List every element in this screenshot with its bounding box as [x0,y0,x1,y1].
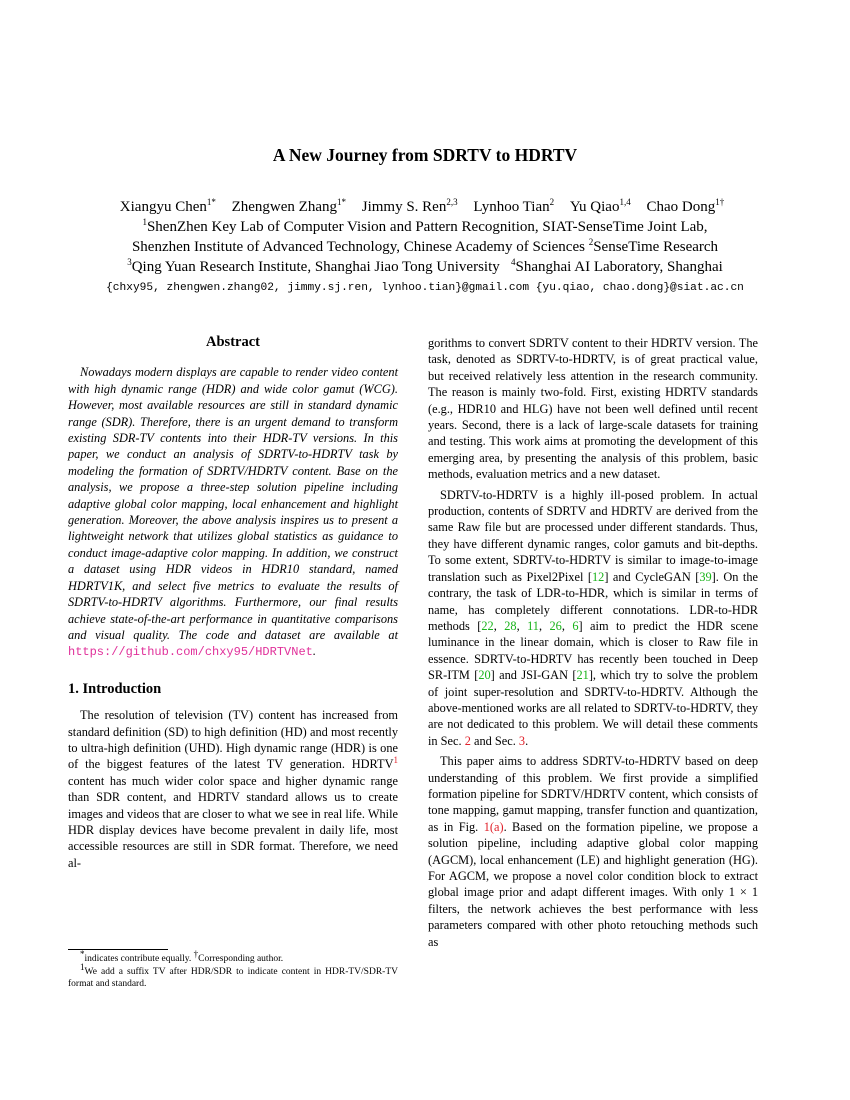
left-column [68,334,398,871]
affiliation-line: $^1$ShenZhen Key Lab of Computer Vision and Pattern Recognition, SIAT-SenseTime Joint Lab, [142,217,708,235]
citation-link[interactable]: 6 [572,618,579,633]
section-heading: 1. Introduction [68,680,162,697]
author-list [0,197,850,217]
body-paragraph: gorithms to convert SDRTV content to their HDRTV version. The task, denoted as SDRTV-to-HDRTV, is of great practical value, but received relatively less attention in the research community. The reason is mainly two-fold. First, existing HDRTV standards (e.g., HDR10 and HLG) have not been well defined until recent years. Second, there is a lack of large-scale datasets for training and testing. This work aims at promoting the development of this emerging area, by presenting the analysis of this problem, basic methods, evaluation metrics and a new dataset. [428,336,758,482]
affiliation-line: $^3$Qing Yuan Research Institute, Shanghai Jiao Tong University $^4$Shanghai AI Laboratory, Shanghai [127,257,723,275]
citation-link[interactable]: 11 [527,618,539,633]
citation-link[interactable]: 12 [591,569,605,584]
citation-link[interactable]: 21 [576,668,589,683]
author: Yu Qiao$^{1,4}$ [569,197,631,215]
citation-link[interactable]: 28 [504,618,517,633]
abstract-heading: Abstract [206,334,260,350]
right-column [428,335,758,950]
footnote: $^1$We add a suffix TV after HDR/SDR to indicate content in HDR-TV/SDR-TV format and standard. [68,962,398,990]
author-block [0,197,850,277]
footnote-ref[interactable]: 1 [393,755,398,766]
footnotes [68,948,398,992]
footnote: *indicates contribute equally. †Corresponding author. [80,948,284,964]
author-emails: {chxy95, zhengwen.zhang02, jimmy.sj.ren, lynhoo.tian}@gmail.com {yu.qiao, chao.dong}@siat.ac.cn [106,282,744,294]
section-link[interactable]: 2 [464,733,471,748]
author: Xiangyu Chen$^{1*}$ [119,197,216,215]
code-link[interactable]: https://github.com/chxy95/HDRTVNet [68,645,313,660]
citation-link[interactable]: 26 [549,618,562,633]
paper-title: A New Journey from SDRTV to HDRTV [272,145,578,165]
figure-link[interactable]: 1(a) [483,819,504,834]
citation-link[interactable]: 39 [699,569,712,584]
abstract-section [68,334,398,661]
affiliation-line: Shenzhen Institute of Advanced Technology, Chinese Academy of Sciences $^2$SenseTime Research [131,237,719,255]
citation-link[interactable]: 22 [481,618,494,633]
intro-paragraph: The resolution of television (TV) content has increased from standard definition (SD) to high definition (HD) and most recently to ultra-high definition (UHD). High dynamic range (HDR) is one of the biggest features of the latest TV generation. HDRTV$^1$ content has much wider color space and higher dynamic range than SDR content, and HDRTV standard allows us to create images and videos that are closer to what we see in real life. While HDR display devices have become prevalent in daily life, most accessible resources are still in SDR format. Therefore, we need al- [68,708,398,870]
author: Lynhoo Tian$^2$ [473,197,555,215]
citation-link[interactable]: 20 [478,668,491,683]
author: Chao Dong$^{1\dagger}$ [646,197,725,215]
introduction-section [68,681,398,871]
author: Jimmy S. Ren$^{2,3}$ [361,197,458,215]
body-paragraph: This paper aims to address SDRTV-to-HDRTV based on deep understanding of this problem. We first provide a simplified formation pipeline for SDRTV/HDRTV content, which consists of tone mapping, gamut mapping, transfer function and quantization, as in Fig. 1(a). Based on the formation pipeline, we propose a solution pipeline, including adaptive global color mapping (AGCM), local enhancement (LE) and highlight generation (HG). For AGCM, we propose a novel color condition block to extract global image prior and adapt different images. With only 1 × 1 filters, the network achieves the best performance with less parameters compared with other photo retouching methods such as [428,754,759,949]
abstract-text: Nowadays modern displays are capable to render video content with high dynamic range (HDR) and wide color gamut (WCG). However, most available resources are still in standard dynamic range (SDR). Therefore, there is an urgent demand to transform existing SDR-TV contents into their HDR-TV versions. In this paper, we conduct an analysis of SDRTV-to-HDRTV task by modeling the formation of SDRTV/HDRTV content. Base on the analysis, we propose a three-step solution pipeline including adaptive global color mapping, local enhancement and highlight generation. Moreover, the above analysis inspires us to present a lightweight network that utilizes global statistics as guidance to conduct image-adaptive color mapping. In addition, we construct a dataset using HDR videos in HDR10 standard, named HDRTV1K, and select five metrics to evaluate the results of SDRTV-to-HDRTV algorithms. Furthermore, our final results achieve state-of-the-art performance in quantitative comparisons and visual quality. The code and dataset are available at https://github.com/chxy95/HDRTVNet. [68,365,398,660]
section-link[interactable]: 3 [518,733,526,748]
author: Zhengwen Zhang$^{1*}$ [231,197,346,215]
body-paragraph: SDRTV-to-HDRTV is a highly ill-posed problem. In actual production, contents of SDRTV and HDRTV are derived from the same Raw file but are processed under different standards. Thus, they have different dynamic ranges, color gamuts and bit-depths. To some extent, SDRTV-to-HDRTV is similar to image-to-image translation such as Pixel2Pixel [12] and CycleGAN [39]. On the contrary, the task of LDR-to-HDR, which is similar in terms of name, has completely different connotations. LDR-to-HDR methods [22, 28, 11, 26, 6] aim to predict the HDR scene luminance in the linear domain, which is closer to Raw file in essence. SDRTV-to-HDRTV has recently been touched in Deep SR-ITM [20] and JSI-GAN [21], which try to solve the problem of joint super-resolution and SDRTV-to-HDRTV. Although the above-mentioned works are all related to SDRTV-to-HDRTV, they are not dedicated to this problem. We will detail these comments in Sec. 2 and Sec. 3. [428,487,759,748]
